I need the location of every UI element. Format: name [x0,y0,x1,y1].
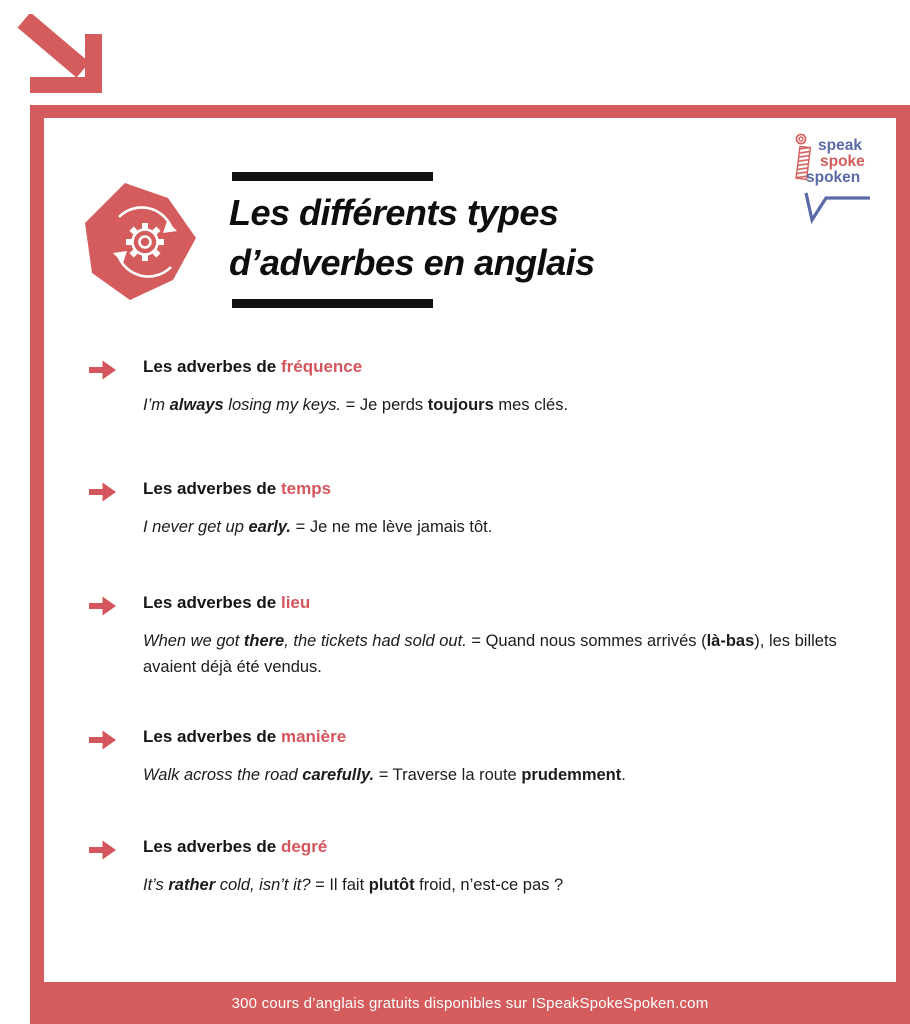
section-header-prefix: Les adverbes de [143,837,281,856]
example-segment: there [243,632,285,650]
logo-word-spoke: spoke [820,153,865,170]
section-example-degre [143,872,840,898]
example-segment: rather [168,876,216,894]
diagonal-arrow-down-right-icon [17,14,105,98]
title-rule-bottom [232,299,433,308]
right-arrow-icon [89,728,117,752]
footer-banner [30,982,910,1024]
example-segment: prudemment [521,766,622,784]
section-header-keyword: manière [280,727,347,746]
page-title-line2: d’adverbes en anglais [229,242,595,283]
right-arrow-icon [89,838,117,862]
example-segment: , the tickets had sold out. [284,632,467,650]
right-arrow-icon [89,358,117,382]
example-segment: . [621,766,626,784]
section-header-keyword: lieu [280,593,311,612]
example-segment: losing my keys. [223,396,342,414]
section-header-lieu [143,593,310,613]
example-segment: toujours [427,396,494,414]
example-segment: I’m [143,396,170,414]
page-title [229,188,769,288]
page-title-line1: Les différents types [229,192,559,233]
frame-border-left [30,105,44,1024]
frame-border-right [896,105,910,1024]
check-line-icon [798,189,876,231]
section-header-keyword: temps [280,479,332,498]
right-arrow-icon [89,480,117,504]
example-segment: Walk across the road [143,766,303,784]
footer-text: 300 cours d’anglais gratuits disponibles sur ISpeakSpokeSpoken.com [231,994,709,1012]
gear-with-sync-arrows-icon [83,181,199,303]
example-segment: = Je ne me lève jamais tôt. [291,518,493,536]
example-segment: = Quand nous sommes arrivés ( [466,632,707,650]
example-segment: I never get up [143,518,249,536]
example-segment: cold, isn’t it? [215,876,311,894]
example-segment: plutôt [368,876,415,894]
section-header-prefix: Les adverbes de [143,479,281,498]
example-segment: When we got [143,632,244,650]
section-header-keyword: fréquence [280,357,363,376]
frame-border-top [30,105,910,118]
title-rule-top [232,172,433,181]
example-segment: là-bas [706,632,755,650]
example-segment: always [169,396,224,414]
section-header-prefix: Les adverbes de [143,357,281,376]
example-segment: early. [248,518,292,536]
example-segment: = Traverse la route [374,766,522,784]
example-segment: froid, n’est-ce pas ? [414,876,564,894]
section-example-frequence [143,392,840,418]
section-header-prefix: Les adverbes de [143,593,281,612]
example-segment: carefully. [302,766,375,784]
example-segment: mes clés. [493,396,569,414]
example-segment: = Il fait [310,876,369,894]
logo-word-speak: speak [818,137,862,154]
section-example-temps [143,514,840,540]
section-example-lieu [143,628,840,680]
logo-word-spoken: spoken [806,169,861,186]
section-header-temps [143,479,331,499]
section-header-frequence [143,357,362,377]
example-segment: = Je perds [341,396,428,414]
example-segment: It’s [143,876,169,894]
section-header-keyword: degré [280,837,328,856]
section-header-prefix: Les adverbes de [143,727,281,746]
section-header-maniere [143,727,346,747]
speak-spoke-spoken-logo [794,132,890,234]
example-segment: ), les billets avaient déjà été vendus. [143,632,837,676]
right-arrow-icon [89,594,117,618]
section-example-maniere [143,762,840,788]
section-header-degre [143,837,327,857]
